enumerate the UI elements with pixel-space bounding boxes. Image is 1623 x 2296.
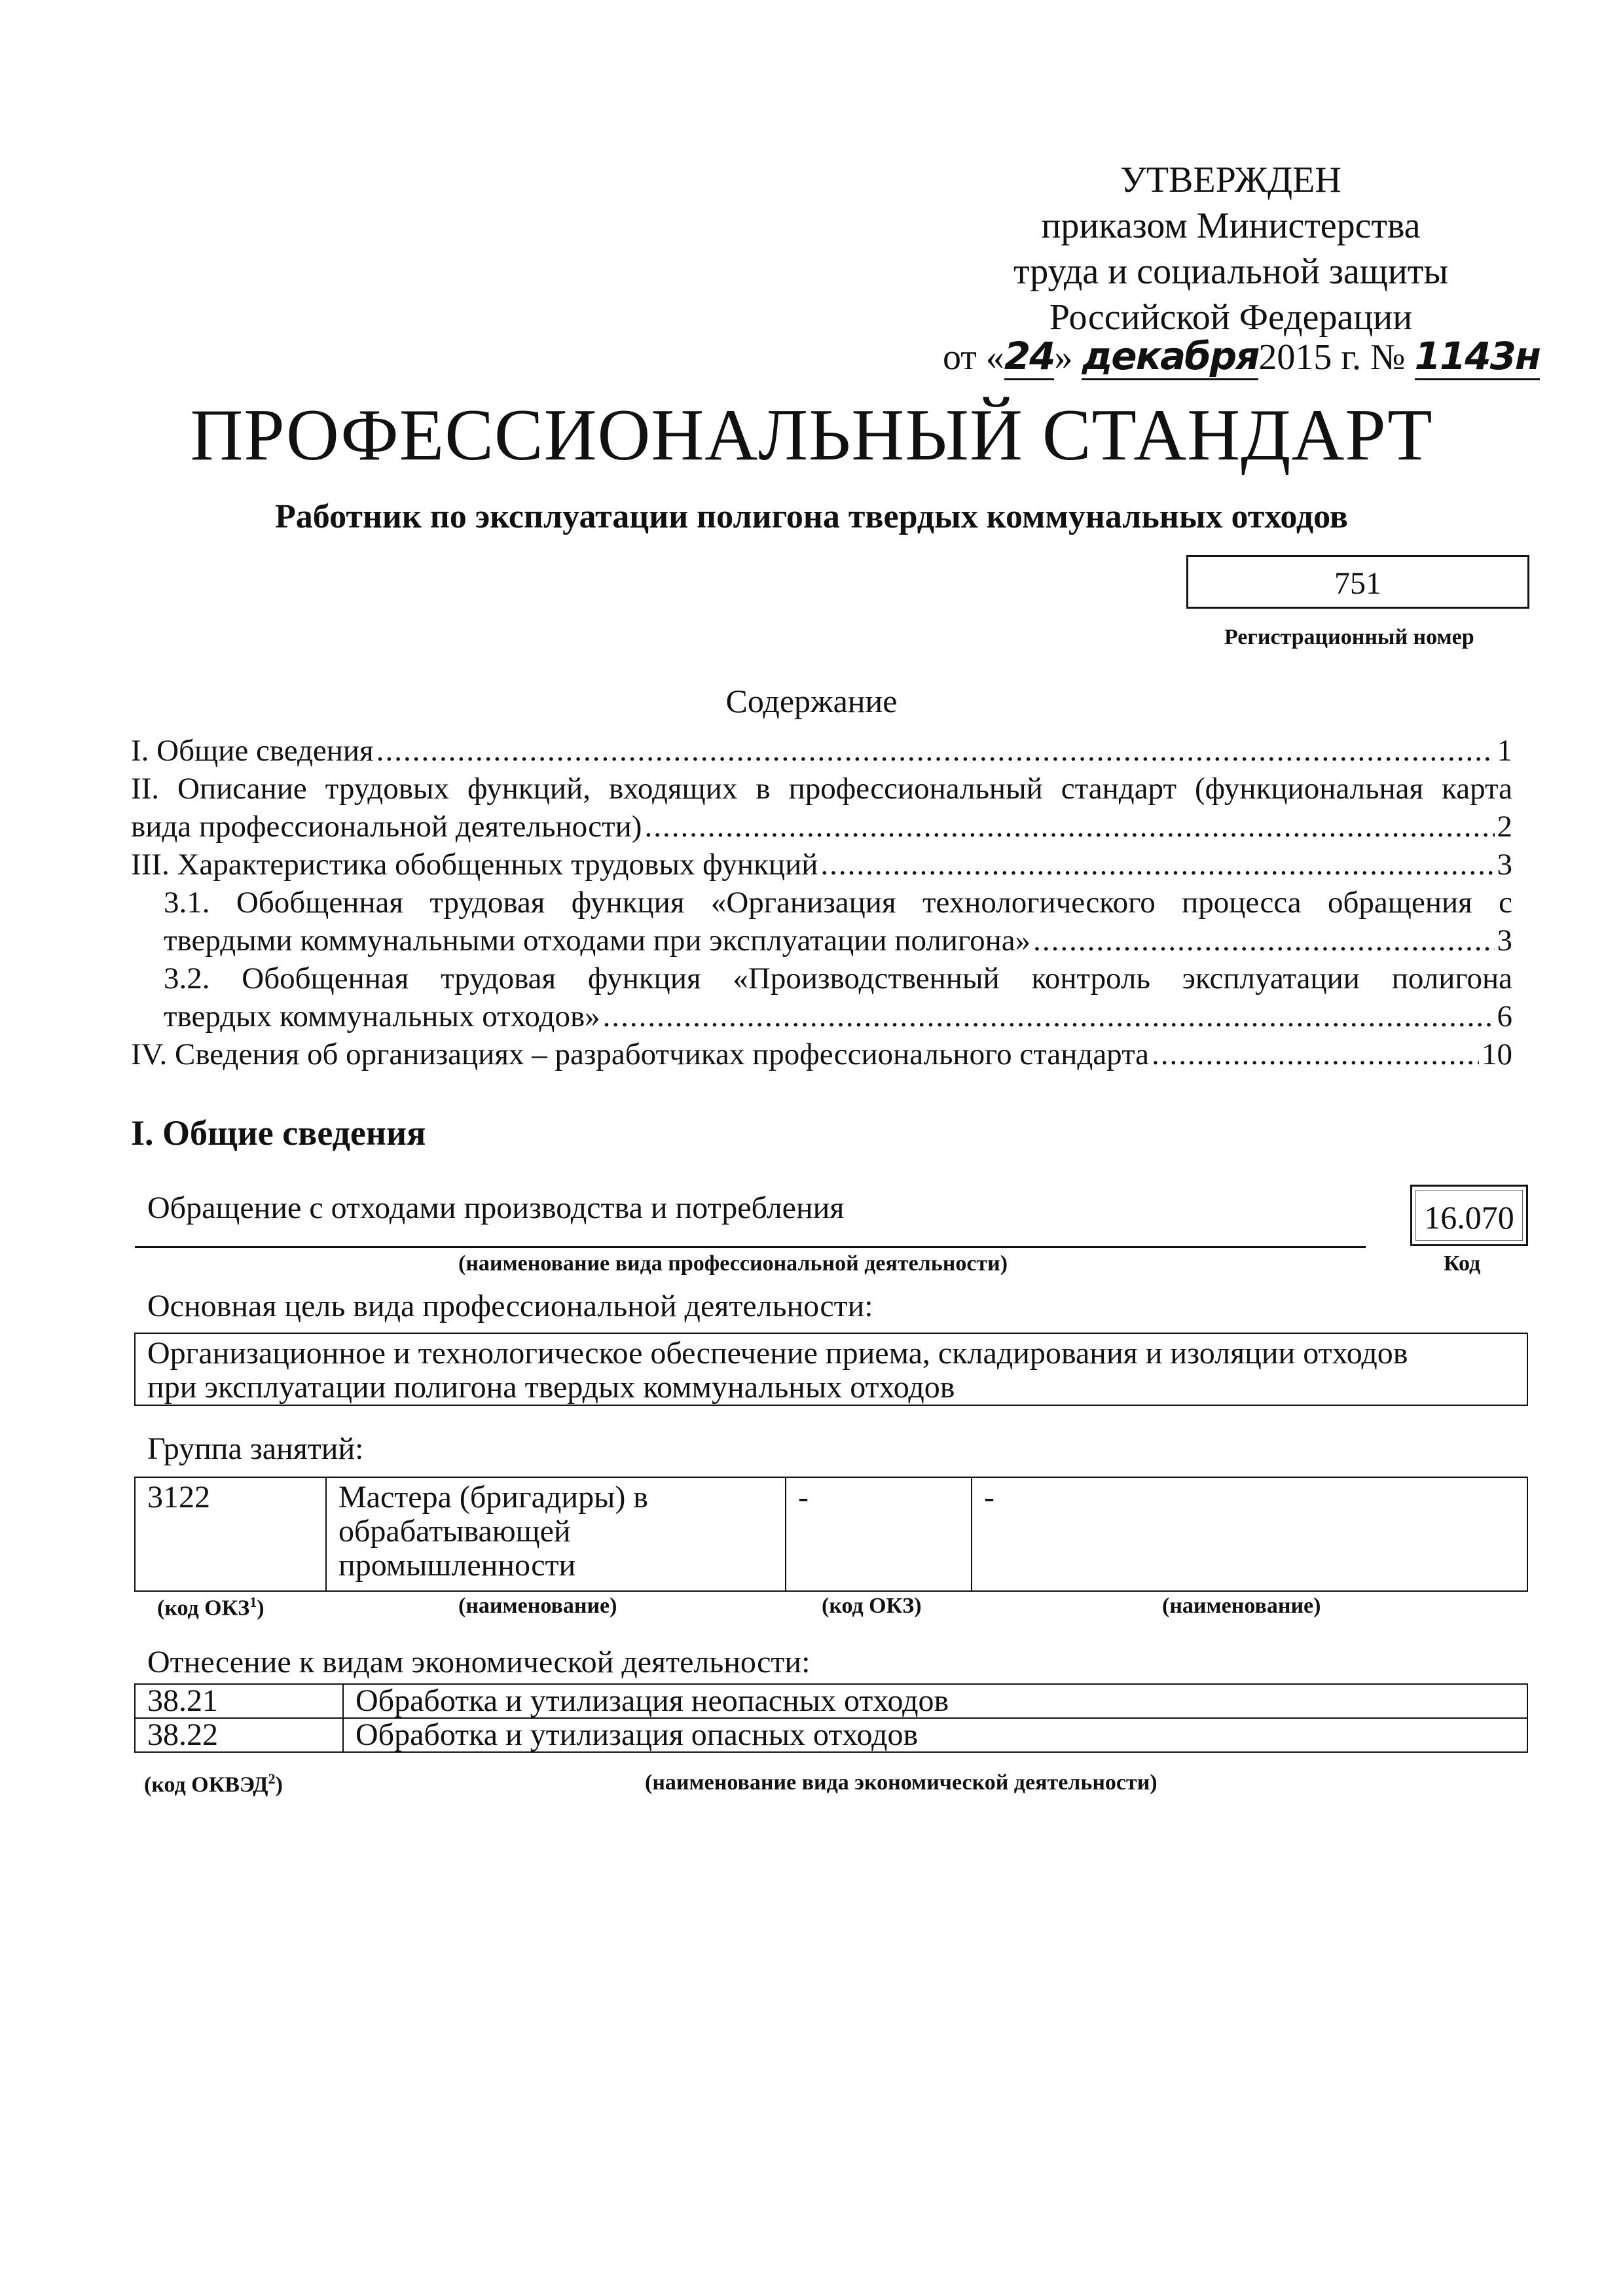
toc-leader (603, 997, 1495, 1035)
toc-leader (1152, 1035, 1479, 1073)
okved-name-cell: Обработка и утилизация опасных отходов (343, 1718, 1527, 1752)
okved-table (134, 1683, 1528, 1753)
toc-item-1[interactable] (131, 732, 1512, 770)
toc-leader (376, 732, 1495, 770)
toc-leader (644, 808, 1494, 846)
okz-name-line-3: промышленности (338, 1548, 576, 1583)
toc-item-1-page: 1 (1497, 734, 1512, 768)
approval-line-2: приказом Министерства (1041, 206, 1421, 246)
toc-item-3-1-text: твердыми коммунальными отходами при эксплуатации полигона» (164, 924, 1031, 958)
document-subtitle: Работник по эксплуатации полигона твердых коммунальных отходов (275, 498, 1348, 535)
okz-name-line-2: обрабатывающей (338, 1514, 571, 1549)
toc-item-4[interactable] (131, 1035, 1512, 1073)
toc-item-3-1-line-2[interactable] (131, 922, 1512, 960)
activity-code-box (1410, 1185, 1528, 1246)
okz-code-2-caption: (код ОКЗ) (822, 1594, 922, 1618)
approval-line-1: УТВЕРЖДЕН (1120, 160, 1341, 200)
registration-number-label: Регистрационный номер (1224, 625, 1474, 649)
toc-item-3-2-page: 6 (1497, 999, 1512, 1033)
toc-item-3-1-page: 3 (1497, 924, 1512, 958)
toc-item-3-1-line-1[interactable]: 3.1. Обобщенная трудовая функция «Организация технологического процесса обращения с (164, 886, 1512, 920)
table-row (135, 1684, 1527, 1718)
document-title: ПРОФЕССИОНАЛЬНЫЙ СТАНДАРТ (190, 395, 1433, 476)
toc-item-2-page: 2 (1497, 810, 1512, 844)
okz-code-2-cell: - (786, 1477, 972, 1591)
order-prefix: от « (943, 337, 1004, 378)
toc-leader (820, 846, 1494, 884)
toc-item-3-text: III. Характеристика обобщенных трудовых функций (131, 848, 818, 882)
toc-item-3[interactable] (131, 846, 1512, 884)
order-year: 2015 г. № (1258, 337, 1406, 378)
okz-name-2-caption: (наименование) (1162, 1594, 1321, 1618)
occupation-group-label: Группа занятий: (147, 1431, 364, 1466)
toc-item-2-text: вида профессиональной деятельности) (131, 810, 642, 844)
okved-label: Отнесение к видам экономической деятельности: (147, 1645, 811, 1679)
approval-block (903, 157, 1558, 340)
contents-title: Содержание (725, 683, 898, 719)
okved-code-caption: (код ОКВЭД$^2$) (144, 1770, 283, 1797)
activity-caption: (наименование вида профессиональной деятельности) (458, 1251, 1008, 1276)
toc-item-2-line-2[interactable] (131, 808, 1512, 846)
toc-item-1-text: I. Общие сведения (131, 734, 374, 768)
activity-type-name: Обращение с отходами производства и потребления (147, 1191, 845, 1225)
goal-line-2: при эксплуатации полигона твердых коммунальных отходов (147, 1370, 955, 1405)
order-month-handwritten: декабря (1082, 334, 1258, 380)
activity-underline (135, 1246, 1366, 1248)
toc-item-2-line-1[interactable]: II. Описание трудовых функций, входящих в профессиональный стандарт (функциональная карта (131, 772, 1512, 806)
order-day-handwritten: 24 (1004, 334, 1055, 380)
table-row (135, 1477, 1527, 1591)
goal-label: Основная цель вида профессиональной деятельности: (147, 1289, 873, 1323)
okz-name-2-cell: - (972, 1477, 1527, 1591)
okz-name-caption: (наименование) (458, 1594, 617, 1618)
occupation-group-table (134, 1477, 1528, 1592)
goal-line-1: Организационное и технологическое обеспечение приема, складирования и изоляции отходов (147, 1336, 1408, 1371)
toc-leader (1033, 922, 1494, 960)
okved-code-cell: 38.22 (135, 1718, 343, 1752)
approval-line-4: Российской Федерации (1049, 297, 1413, 338)
toc-item-3-2-text: твердых коммунальных отходов» (164, 999, 600, 1033)
okz-name-line-1: Мастера (бригадиры) в (338, 1480, 648, 1515)
okz-name-cell (326, 1477, 786, 1591)
table-row (135, 1718, 1527, 1752)
okved-name-caption: (наименование вида экономической деятельности) (645, 1770, 1158, 1795)
activity-code: 16.070 (1424, 1199, 1514, 1236)
order-number-handwritten: 1143н (1415, 334, 1541, 380)
toc-item-3-2-line-2[interactable] (131, 997, 1512, 1035)
okved-code-cell: 38.21 (135, 1684, 343, 1718)
order-date-line (943, 334, 1540, 378)
section-1-heading: I. Общие сведения (131, 1113, 426, 1153)
table-of-contents (131, 732, 1512, 1073)
okz-code-cell: 3122 (135, 1477, 326, 1591)
registration-number-box: 751 (1186, 555, 1529, 609)
okz-code-caption: (код ОКЗ$^1$) (157, 1594, 264, 1621)
toc-item-4-page: 10 (1482, 1037, 1512, 1071)
toc-item-4-text: IV. Сведения об организациях – разработчиках профессионального стандарта (131, 1037, 1150, 1071)
goal-box (134, 1333, 1528, 1406)
order-mid: » (1054, 337, 1073, 378)
toc-item-3-2-line-1[interactable]: 3.2. Обобщенная трудовая функция «Производственный контроль эксплуатации полигона (164, 961, 1512, 996)
okved-name-cell: Обработка и утилизация неопасных отходов (343, 1684, 1527, 1718)
toc-item-3-page: 3 (1497, 848, 1512, 882)
code-caption: Код (1444, 1251, 1481, 1276)
approval-line-3: труда и социальной защиты (1013, 251, 1448, 292)
